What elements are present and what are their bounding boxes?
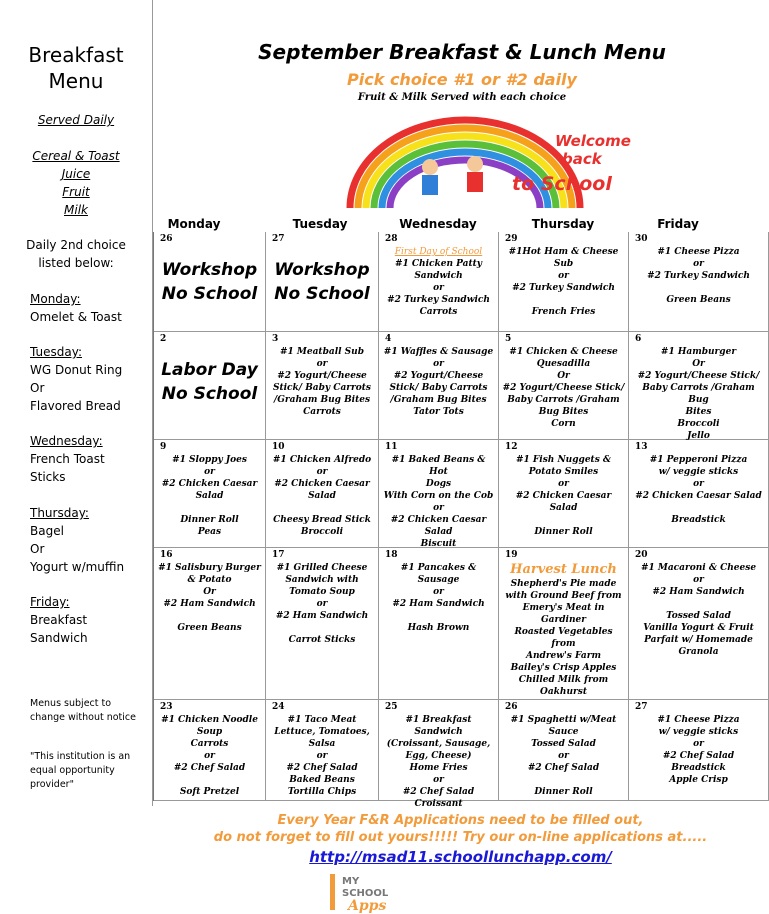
menu-cell-friday	[629, 548, 769, 700]
menu-line: #2 Chef Salad	[402, 787, 475, 797]
menu-line: #1 Sloppy Joes	[172, 455, 247, 465]
date-number: 10	[272, 442, 285, 452]
date-number: 20	[635, 550, 648, 560]
menu-line: #2 Yogurt/Cheese Stick/	[637, 371, 760, 381]
applications-notice: Every Year F&R Applications need to be filled out, do not forget to fill out yours!!!!! Try our on-line applications at.....	[213, 813, 708, 845]
closure-text: No School	[161, 384, 258, 404]
menu-line: or	[316, 467, 328, 477]
applications-link[interactable]: http://msad11.schoollunchapp.com/	[309, 848, 612, 866]
menu-cell-friday	[629, 232, 769, 332]
menu-line: Sausage	[417, 575, 460, 585]
menu-line: Biscuit	[420, 539, 457, 549]
menu-line: #2 Turkey Sandwich	[387, 295, 490, 305]
breakfast-sidebar	[0, 0, 153, 806]
menu-cell-friday	[629, 440, 769, 548]
date-number: 27	[635, 702, 648, 712]
menu-line	[156, 774, 263, 786]
menu-line: Soft Pretzel	[179, 787, 240, 797]
menu-line: Or	[557, 371, 570, 381]
menu-line: With Corn on the Cob	[383, 491, 494, 501]
menu-line: Andrew's Farm	[526, 651, 601, 661]
menu-cell-friday	[629, 700, 769, 801]
date-number: 4	[385, 334, 392, 344]
page-subtitle: Pick choice #1 or #2 daily	[347, 70, 577, 89]
menu-line: #2 Yogurt/Cheese Stick/	[502, 383, 625, 393]
sidebar-day-monday: Monday: Omelet & Toast	[30, 292, 122, 324]
menu-line: #2 Chicken Caesar	[274, 479, 370, 489]
menu-line: #1 Macaroni & Cheese	[640, 563, 757, 573]
menu-line: Broccoli	[300, 527, 344, 537]
menu-cell-monday	[154, 548, 266, 700]
menu-line: Sandwich	[414, 271, 463, 281]
menu-line: Lettuce, Tomatoes,	[274, 727, 370, 737]
menu-line: Gardiner	[541, 615, 586, 625]
menu-line: or	[693, 479, 704, 489]
sidebar-day-wednesday: Wednesday: French Toast Sticks	[30, 434, 105, 484]
menu-line: /Graham Bug Bites	[273, 395, 371, 405]
menu-line	[381, 610, 496, 622]
closure-text: Workshop	[274, 260, 370, 280]
menu-cell-wednesday	[379, 232, 499, 332]
date-number: 30	[635, 234, 648, 244]
back-text: back	[562, 150, 602, 168]
menu-line: or	[204, 751, 215, 761]
menu-cell-monday	[154, 332, 266, 440]
day-header-wednesday: Wednesday	[399, 217, 477, 231]
menu-line: Sandwich with	[285, 575, 359, 585]
menu-line: #2 Turkey Sandwich	[512, 283, 615, 293]
breakfast-title-line2: Menu	[48, 69, 104, 93]
menu-cell-thursday	[499, 232, 629, 332]
closure-text: Labor Day	[161, 360, 258, 380]
menu-cell-friday	[629, 332, 769, 440]
menu-line	[156, 610, 263, 622]
menu-line: or	[693, 575, 704, 585]
menu-line	[631, 282, 766, 294]
menu-line: Carrots	[303, 407, 341, 417]
date-number: 18	[385, 550, 398, 560]
date-number: 11	[385, 442, 398, 452]
menu-line: Dinner Roll	[534, 527, 593, 537]
menu-line: French Fries	[531, 307, 596, 317]
served-daily: Served Daily	[37, 113, 115, 127]
menu-cell-wednesday	[379, 440, 499, 548]
menu-line: Roasted Vegetables	[514, 627, 613, 637]
menu-cell-wednesday	[379, 548, 499, 700]
menu-line: Sauce	[548, 727, 579, 737]
menu-line: Jello	[687, 431, 710, 441]
breakfast-item: Juice	[61, 167, 91, 181]
menu-line: Baby Carrots /Graham	[507, 395, 620, 405]
menu-line: or	[316, 359, 328, 369]
menu-line	[631, 598, 766, 610]
menu-calendar-grid	[153, 232, 769, 809]
menu-line: Stick/ Baby Carrots	[272, 383, 371, 393]
menu-line: #1 Fish Nuggets &	[515, 455, 612, 465]
menu-line: or	[558, 271, 569, 281]
menu-line: Salad	[424, 527, 453, 537]
date-number: 16	[160, 550, 173, 560]
menu-line: #2 Chicken Caesar Salad	[635, 491, 762, 501]
menu-line: Bites	[685, 407, 712, 417]
date-number: 6	[635, 334, 642, 344]
menu-line: Chilled Milk from	[518, 675, 609, 685]
menu-cell-wednesday	[379, 700, 499, 809]
menu-line: from	[551, 639, 576, 649]
menu-cell-tuesday	[266, 232, 379, 332]
menu-cell-thursday	[499, 332, 629, 440]
menu-line: or	[693, 259, 704, 269]
closure-text: No School	[161, 284, 258, 304]
day-header-friday: Friday	[657, 217, 699, 231]
welcome-back-rainbow-graphic	[340, 112, 631, 210]
menu-line: #2 Chef Salad	[173, 763, 246, 773]
menu-line: #1 Hamburger	[660, 347, 737, 357]
closure-text: No School	[274, 284, 370, 304]
day-header-monday: Monday	[167, 217, 221, 231]
menu-line: Hash Brown	[407, 623, 470, 633]
menu-line: #2 Chicken Caesar	[390, 515, 487, 525]
menu-line: Green Beans	[177, 623, 242, 633]
menu-line	[156, 502, 263, 514]
menu-cell-tuesday	[266, 548, 379, 700]
sidebar-day-friday: Friday: Breakfast Sandwich	[30, 595, 88, 645]
menu-line: Broccoli	[677, 419, 720, 429]
date-number: 19	[505, 550, 518, 560]
date-number: 28	[385, 234, 398, 244]
menu-line: #1 Chicken Alfredo	[272, 455, 372, 465]
menu-line: Bailey's Crisp Apples	[510, 663, 617, 673]
menus-subject-note: Menus subject to change without notice	[30, 698, 136, 723]
menu-line: #2 Yogurt/Cheese	[277, 371, 367, 381]
date-number: 3	[272, 334, 279, 344]
menu-line: #2 Ham Sandwich	[652, 587, 745, 597]
breakfast-item: Fruit	[62, 185, 90, 199]
menu-line	[631, 502, 766, 514]
menu-line: Emery's Meat in	[522, 603, 605, 613]
menu-line: #2 Ham Sandwich	[163, 599, 256, 609]
menu-line: Green Beans	[666, 295, 731, 305]
menu-line: (Croissant, Sausage,	[386, 739, 491, 749]
menu-line: Home Fries	[409, 763, 468, 773]
menu-line: #1 Breakfast Sandwich	[405, 715, 472, 737]
menu-line	[268, 502, 376, 514]
menu-line: Carrot Sticks	[288, 635, 356, 645]
menu-line: with Ground Beef from	[505, 591, 622, 601]
menu-cell-thursday	[499, 700, 629, 801]
menu-line: Oakhurst	[540, 687, 587, 697]
menu-line: #2 Yogurt/Cheese	[393, 371, 484, 381]
menu-line: Shepherd's Pie made	[510, 579, 617, 589]
date-number: 26	[160, 234, 173, 244]
menu-line: Potato Smiles	[528, 467, 599, 477]
menu-line: /Graham Bug Bites	[390, 395, 487, 405]
second-choice-line1: Daily 2nd choice	[26, 238, 126, 252]
menu-line: #1 Baked Beans & Hot	[391, 455, 486, 477]
day-header-tuesday: Tuesday	[292, 217, 348, 231]
date-number: 9	[160, 442, 167, 452]
menu-line: w/ veggie sticks	[658, 467, 739, 477]
menu-line: Peas	[197, 527, 222, 537]
menu-cell-thursday	[499, 440, 629, 548]
menu-line: #2 Ham Sandwich	[392, 599, 485, 609]
menu-line: or	[204, 467, 215, 477]
menu-cell-tuesday	[266, 332, 379, 440]
closure-text: Workshop	[161, 260, 258, 280]
menu-line: Or	[692, 359, 705, 369]
menu-line	[501, 514, 626, 526]
menu-line: Stick/ Baby Carrots	[389, 383, 488, 393]
menu-line: Tossed Salad	[666, 611, 731, 621]
date-number: 25	[385, 702, 398, 712]
menu-line: Apple Crisp	[669, 775, 728, 785]
menu-line: & Potato	[187, 575, 232, 585]
menu-line: Salad	[308, 491, 336, 501]
menu-line	[268, 622, 376, 634]
menu-line: or	[433, 283, 444, 293]
menu-line: #2 Chef Salad	[662, 751, 735, 761]
menu-line: #1 Cheese Pizza	[657, 715, 740, 725]
harvest-lunch-label: Harvest Lunch	[510, 562, 617, 577]
menu-line: Egg, Cheese)	[405, 751, 472, 761]
menu-line: Breadstick	[671, 763, 726, 773]
menu-line: Dinner Roll	[180, 515, 239, 525]
welcome-text: Welcome	[555, 132, 631, 150]
first-day-label: First Day of School	[394, 247, 483, 257]
date-number: 13	[635, 442, 648, 452]
menu-line: #1 Chicken Patty	[394, 259, 483, 269]
menu-line: Soup	[196, 727, 223, 737]
menu-cell-thursday	[499, 548, 629, 700]
menu-line: or	[433, 503, 444, 513]
menu-line: #1 Chicken Noodle	[161, 715, 258, 725]
menu-line: #1 Pepperoni Pizza	[649, 455, 748, 465]
menu-line: #1 Pancakes &	[400, 563, 477, 573]
page-title: September Breakfast & Lunch Menu	[258, 40, 666, 64]
menu-line: #1Hot Ham & Cheese	[508, 247, 619, 257]
menu-line: #1 Meatball Sub	[279, 347, 365, 357]
menu-line: Tator Tots	[413, 407, 464, 417]
menu-line: Dinner Roll	[534, 787, 593, 797]
menu-line: Salsa	[308, 739, 336, 749]
menu-line: Granola	[678, 647, 719, 657]
date-number: 5	[505, 334, 512, 344]
menu-line: or	[433, 587, 444, 597]
menu-line: #2 Chicken Caesar Salad	[515, 491, 612, 513]
menu-line: Breadstick	[671, 515, 726, 525]
menu-line: Quesadilla	[536, 359, 591, 369]
menu-line: or	[433, 359, 444, 369]
menu-cell-monday	[154, 440, 266, 548]
menu-line: w/ veggie sticks	[658, 727, 739, 737]
menu-line: #1 Spaghetti w/Meat	[510, 715, 617, 725]
menu-line: #2 Turkey Sandwich	[647, 271, 750, 281]
second-choice-line2: listed below:	[38, 256, 114, 270]
menu-line: Croissant	[414, 799, 463, 809]
menu-line: #2 Chicken Caesar	[161, 479, 258, 489]
menu-line: or	[558, 479, 569, 489]
menu-line: Carrots	[190, 739, 229, 749]
menu-line	[501, 294, 626, 306]
menu-line: Tossed Salad	[531, 739, 596, 749]
menu-line: #1 Waffles & Sausage	[383, 347, 494, 357]
menu-line: or	[316, 751, 328, 761]
menu-line: or	[433, 775, 444, 785]
menu-cell-wednesday	[379, 332, 499, 440]
menu-line: Parfait w/ Homemade	[644, 635, 753, 645]
date-number: 26	[505, 702, 518, 712]
menu-line: Dogs	[425, 479, 452, 489]
menu-line: or	[558, 751, 569, 761]
date-number: 29	[505, 234, 518, 244]
date-number: 17	[272, 550, 285, 560]
menu-line: #1 Taco Meat	[287, 715, 357, 725]
menu-line: #2 Ham Sandwich	[275, 611, 369, 621]
menu-line: Carrots	[419, 307, 458, 317]
child-left-icon	[422, 159, 438, 175]
menu-line: Baked Beans	[289, 775, 355, 785]
menu-line: Or	[203, 587, 216, 597]
menu-line: Cheesy Bread Stick	[273, 515, 371, 525]
menu-line: #1 Chicken & Cheese	[509, 347, 618, 357]
menu-line: Vanilla Yogurt & Fruit	[643, 623, 754, 633]
menu-line: Salad	[195, 491, 224, 501]
menu-line: #1 Grilled Cheese	[276, 563, 368, 573]
breakfast-item: Milk	[64, 203, 88, 217]
menu-line: #2 Chef Salad	[527, 763, 600, 773]
menu-line: or	[693, 739, 704, 749]
breakfast-item: Cereal & Toast	[32, 149, 120, 163]
fruit-milk-note: Fruit & Milk Served with each choice	[357, 92, 567, 103]
date-number: 12	[505, 442, 518, 452]
menu-cell-monday	[154, 232, 266, 332]
menu-line: #2 Chef Salad	[286, 763, 358, 773]
menu-line: Tomato Soup	[289, 587, 355, 597]
menu-cell-tuesday	[266, 440, 379, 548]
day-header-thursday: Thursday	[531, 217, 595, 231]
date-number: 23	[160, 702, 173, 712]
to-school-text: to School	[512, 173, 612, 195]
menu-line: #1 Salisbury Burger	[158, 563, 261, 573]
menu-cell-tuesday	[266, 700, 379, 801]
sidebar-day-thursday: Thursday: Bagel Or Yogurt w/muffin	[30, 506, 125, 574]
child-right-icon	[467, 156, 483, 172]
date-number: 27	[272, 234, 285, 244]
menu-line: Tortilla Chips	[287, 787, 357, 797]
svg-text:Apps: Apps	[348, 898, 387, 914]
menu-line: Baby Carrots /Graham Bug	[642, 383, 755, 405]
date-number: 24	[272, 702, 285, 712]
svg-text:SCHOOL: SCHOOL	[342, 888, 389, 899]
breakfast-title-line1: Breakfast	[28, 43, 124, 67]
menu-line	[501, 774, 626, 786]
menu-line: or	[316, 599, 328, 609]
menu-line: Sub	[553, 259, 574, 269]
menu-line: #1 Cheese Pizza	[657, 247, 740, 257]
menu-line: Corn	[551, 419, 576, 429]
my-school-apps-logo	[328, 870, 428, 914]
menu-cell-monday	[154, 700, 266, 801]
menu-line: Bug Bites	[538, 407, 589, 417]
date-number: 2	[160, 334, 167, 344]
svg-text:MY: MY	[342, 876, 360, 887]
equal-opportunity-note: "This institution is an equal opportunity provider"	[30, 751, 131, 790]
sidebar-day-tuesday: Tuesday: WG Donut Ring Or Flavored Bread	[30, 345, 123, 413]
